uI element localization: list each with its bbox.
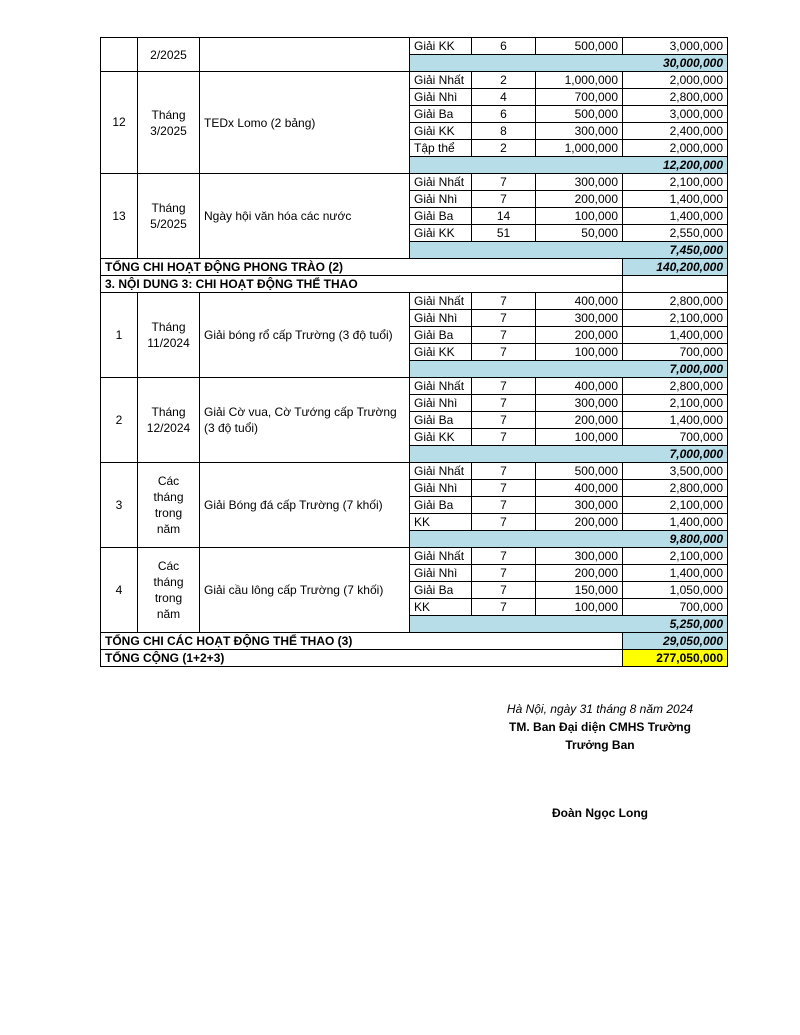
item-name: TEDx Lomo (2 bảng) <box>200 72 410 174</box>
item-name: Giải Bóng đá cấp Trường (7 khối) <box>200 463 410 548</box>
total-value: 140,200,000 <box>623 259 728 276</box>
prize-unit-price: 200,000 <box>536 514 623 531</box>
prize-amount: 700,000 <box>623 429 728 446</box>
prize-quantity: 2 <box>472 72 536 89</box>
prize-unit-price: 500,000 <box>536 463 623 480</box>
prize-quantity: 51 <box>472 225 536 242</box>
prize-name: Giải Nhất <box>410 548 472 565</box>
signature-date: Hà Nội, ngày 31 tháng 8 năm 2024 <box>506 702 694 716</box>
prize-amount: 2,800,000 <box>623 480 728 497</box>
prize-unit-price: 100,000 <box>536 344 623 361</box>
prize-quantity: 7 <box>472 174 536 191</box>
prize-name: Giải Nhất <box>410 293 472 310</box>
prize-name: Giải KK <box>410 123 472 140</box>
item-time: Tháng 3/2025 <box>138 72 200 174</box>
item-time: Các tháng trong năm <box>138 463 200 548</box>
item-number: 1 <box>101 293 138 378</box>
subtotal-value: 7,000,000 <box>410 361 728 378</box>
prize-quantity: 7 <box>472 412 536 429</box>
prize-unit-price: 400,000 <box>536 293 623 310</box>
table-row <box>101 463 728 480</box>
prize-unit-price: 150,000 <box>536 582 623 599</box>
prize-amount: 1,400,000 <box>623 514 728 531</box>
total-label: TỔNG CỘNG (1+2+3) <box>101 650 623 667</box>
item-number: 3 <box>101 463 138 548</box>
prize-unit-price: 500,000 <box>536 106 623 123</box>
prize-amount: 2,000,000 <box>623 140 728 157</box>
item-number: 12 <box>101 72 138 174</box>
total-row <box>101 259 728 276</box>
prize-quantity: 7 <box>472 548 536 565</box>
prize-quantity: 7 <box>472 395 536 412</box>
prize-quantity: 7 <box>472 463 536 480</box>
section-title: 3. NỘI DUNG 3: CHI HOẠT ĐỘNG THỂ THAO <box>101 276 623 293</box>
prize-name: Giải Nhất <box>410 378 472 395</box>
table-row <box>101 38 728 55</box>
prize-unit-price: 200,000 <box>536 191 623 208</box>
prize-unit-price: 400,000 <box>536 480 623 497</box>
prize-amount: 700,000 <box>623 599 728 616</box>
prize-unit-price: 100,000 <box>536 208 623 225</box>
prize-amount: 1,050,000 <box>623 582 728 599</box>
prize-amount: 2,800,000 <box>623 378 728 395</box>
item-number: 13 <box>101 174 138 259</box>
prize-amount: 2,800,000 <box>623 89 728 106</box>
prize-quantity: 7 <box>472 514 536 531</box>
prize-amount: 2,000,000 <box>623 72 728 89</box>
subtotal-value: 9,800,000 <box>410 531 728 548</box>
prize-amount: 2,100,000 <box>623 497 728 514</box>
prize-name: Giải Ba <box>410 497 472 514</box>
budget-table <box>100 37 728 667</box>
prize-quantity: 7 <box>472 191 536 208</box>
table-row <box>101 174 728 191</box>
subtotal-value: 5,250,000 <box>410 616 728 633</box>
prize-name: Giải Ba <box>410 582 472 599</box>
empty-cell <box>623 276 728 293</box>
signature-name: Đoàn Ngọc Long <box>552 806 648 820</box>
prize-quantity: 7 <box>472 344 536 361</box>
prize-quantity: 7 <box>472 480 536 497</box>
prize-quantity: 7 <box>472 497 536 514</box>
prize-name: Giải KK <box>410 344 472 361</box>
total-value: 277,050,000 <box>623 650 728 667</box>
prize-quantity: 7 <box>472 582 536 599</box>
prize-amount: 1,400,000 <box>623 412 728 429</box>
prize-name: Giải Nhất <box>410 463 472 480</box>
prize-unit-price: 300,000 <box>536 174 623 191</box>
subtotal-value: 12,200,000 <box>410 157 728 174</box>
prize-quantity: 7 <box>472 310 536 327</box>
prize-name: KK <box>410 514 472 531</box>
prize-name: Giải KK <box>410 38 472 55</box>
item-name: Giải cầu lông cấp Trường (7 khối) <box>200 548 410 633</box>
prize-amount: 3,000,000 <box>623 106 728 123</box>
prize-unit-price: 1,000,000 <box>536 140 623 157</box>
prize-amount: 1,400,000 <box>623 208 728 225</box>
prize-quantity: 7 <box>472 378 536 395</box>
prize-amount: 2,800,000 <box>623 293 728 310</box>
prize-name: Giải Nhì <box>410 89 472 106</box>
prize-amount: 2,100,000 <box>623 395 728 412</box>
prize-amount: 2,100,000 <box>623 310 728 327</box>
prize-name: Giải Ba <box>410 106 472 123</box>
prize-amount: 3,500,000 <box>623 463 728 480</box>
prize-unit-price: 100,000 <box>536 599 623 616</box>
subtotal-value: 30,000,000 <box>410 55 728 72</box>
prize-quantity: 2 <box>472 140 536 157</box>
prize-name: Giải Ba <box>410 208 472 225</box>
item-time: Các tháng trong năm <box>138 548 200 633</box>
item-name <box>200 38 410 72</box>
prize-name: KK <box>410 599 472 616</box>
table-row <box>101 293 728 310</box>
prize-unit-price: 300,000 <box>536 548 623 565</box>
prize-quantity: 7 <box>472 327 536 344</box>
prize-quantity: 4 <box>472 89 536 106</box>
prize-unit-price: 200,000 <box>536 327 623 344</box>
prize-unit-price: 200,000 <box>536 565 623 582</box>
prize-amount: 1,400,000 <box>623 327 728 344</box>
subtotal-value: 7,000,000 <box>410 446 728 463</box>
table-row <box>101 548 728 565</box>
prize-quantity: 6 <box>472 38 536 55</box>
item-name: Ngày hội văn hóa các nước <box>200 174 410 259</box>
prize-quantity: 6 <box>472 106 536 123</box>
prize-name: Giải Ba <box>410 327 472 344</box>
table-row <box>101 72 728 89</box>
grand-total-row <box>101 650 728 667</box>
prize-unit-price: 300,000 <box>536 395 623 412</box>
section-header-row <box>101 276 728 293</box>
prize-quantity: 7 <box>472 429 536 446</box>
item-time: Tháng 5/2025 <box>138 174 200 259</box>
prize-unit-price: 500,000 <box>536 38 623 55</box>
prize-quantity: 7 <box>472 293 536 310</box>
prize-name: Giải Nhì <box>410 395 472 412</box>
prize-quantity: 7 <box>472 599 536 616</box>
prize-name: Tập thể <box>410 140 472 157</box>
signature-organization: TM. Ban Đại diện CMHS Trường <box>509 720 691 734</box>
item-time: Tháng 11/2024 <box>138 293 200 378</box>
prize-unit-price: 400,000 <box>536 378 623 395</box>
item-number: 2 <box>101 378 138 463</box>
prize-amount: 700,000 <box>623 344 728 361</box>
prize-unit-price: 300,000 <box>536 310 623 327</box>
prize-name: Giải Nhì <box>410 565 472 582</box>
prize-amount: 2,550,000 <box>623 225 728 242</box>
prize-name: Giải KK <box>410 225 472 242</box>
prize-amount: 2,100,000 <box>623 174 728 191</box>
prize-unit-price: 700,000 <box>536 89 623 106</box>
prize-quantity: 8 <box>472 123 536 140</box>
prize-quantity: 7 <box>472 565 536 582</box>
signature-role: Trưởng Ban <box>565 738 635 752</box>
item-time: Tháng 12/2024 <box>138 378 200 463</box>
prize-amount: 1,400,000 <box>623 565 728 582</box>
prize-amount: 2,400,000 <box>623 123 728 140</box>
item-time: 2/2025 <box>138 38 200 72</box>
prize-name: Giải Ba <box>410 412 472 429</box>
prize-amount: 3,000,000 <box>623 38 728 55</box>
prize-name: Giải Nhì <box>410 191 472 208</box>
total-label: TỔNG CHI HOẠT ĐỘNG PHONG TRÀO (2) <box>101 259 623 276</box>
prize-quantity: 14 <box>472 208 536 225</box>
total-label: TỔNG CHI CÁC HOẠT ĐỘNG THỂ THAO (3) <box>101 633 623 650</box>
subtotal-value: 7,450,000 <box>410 242 728 259</box>
prize-name: Giải Nhất <box>410 72 472 89</box>
prize-amount: 1,400,000 <box>623 191 728 208</box>
prize-unit-price: 200,000 <box>536 412 623 429</box>
prize-unit-price: 1,000,000 <box>536 72 623 89</box>
item-number <box>101 38 138 72</box>
table-body <box>101 38 728 667</box>
item-number: 4 <box>101 548 138 633</box>
item-name: Giải bóng rổ cấp Trường (3 độ tuổi) <box>200 293 410 378</box>
prize-unit-price: 50,000 <box>536 225 623 242</box>
item-name: Giải Cờ vua, Cờ Tướng cấp Trường (3 độ tuổi) <box>200 378 410 463</box>
total-row <box>101 633 728 650</box>
total-value: 29,050,000 <box>623 633 728 650</box>
prize-name: Giải Nhì <box>410 310 472 327</box>
prize-unit-price: 300,000 <box>536 497 623 514</box>
prize-name: Giải Nhì <box>410 480 472 497</box>
prize-unit-price: 100,000 <box>536 429 623 446</box>
table-row <box>101 378 728 395</box>
prize-name: Giải Nhất <box>410 174 472 191</box>
prize-amount: 2,100,000 <box>623 548 728 565</box>
prize-name: Giải KK <box>410 429 472 446</box>
prize-unit-price: 300,000 <box>536 123 623 140</box>
